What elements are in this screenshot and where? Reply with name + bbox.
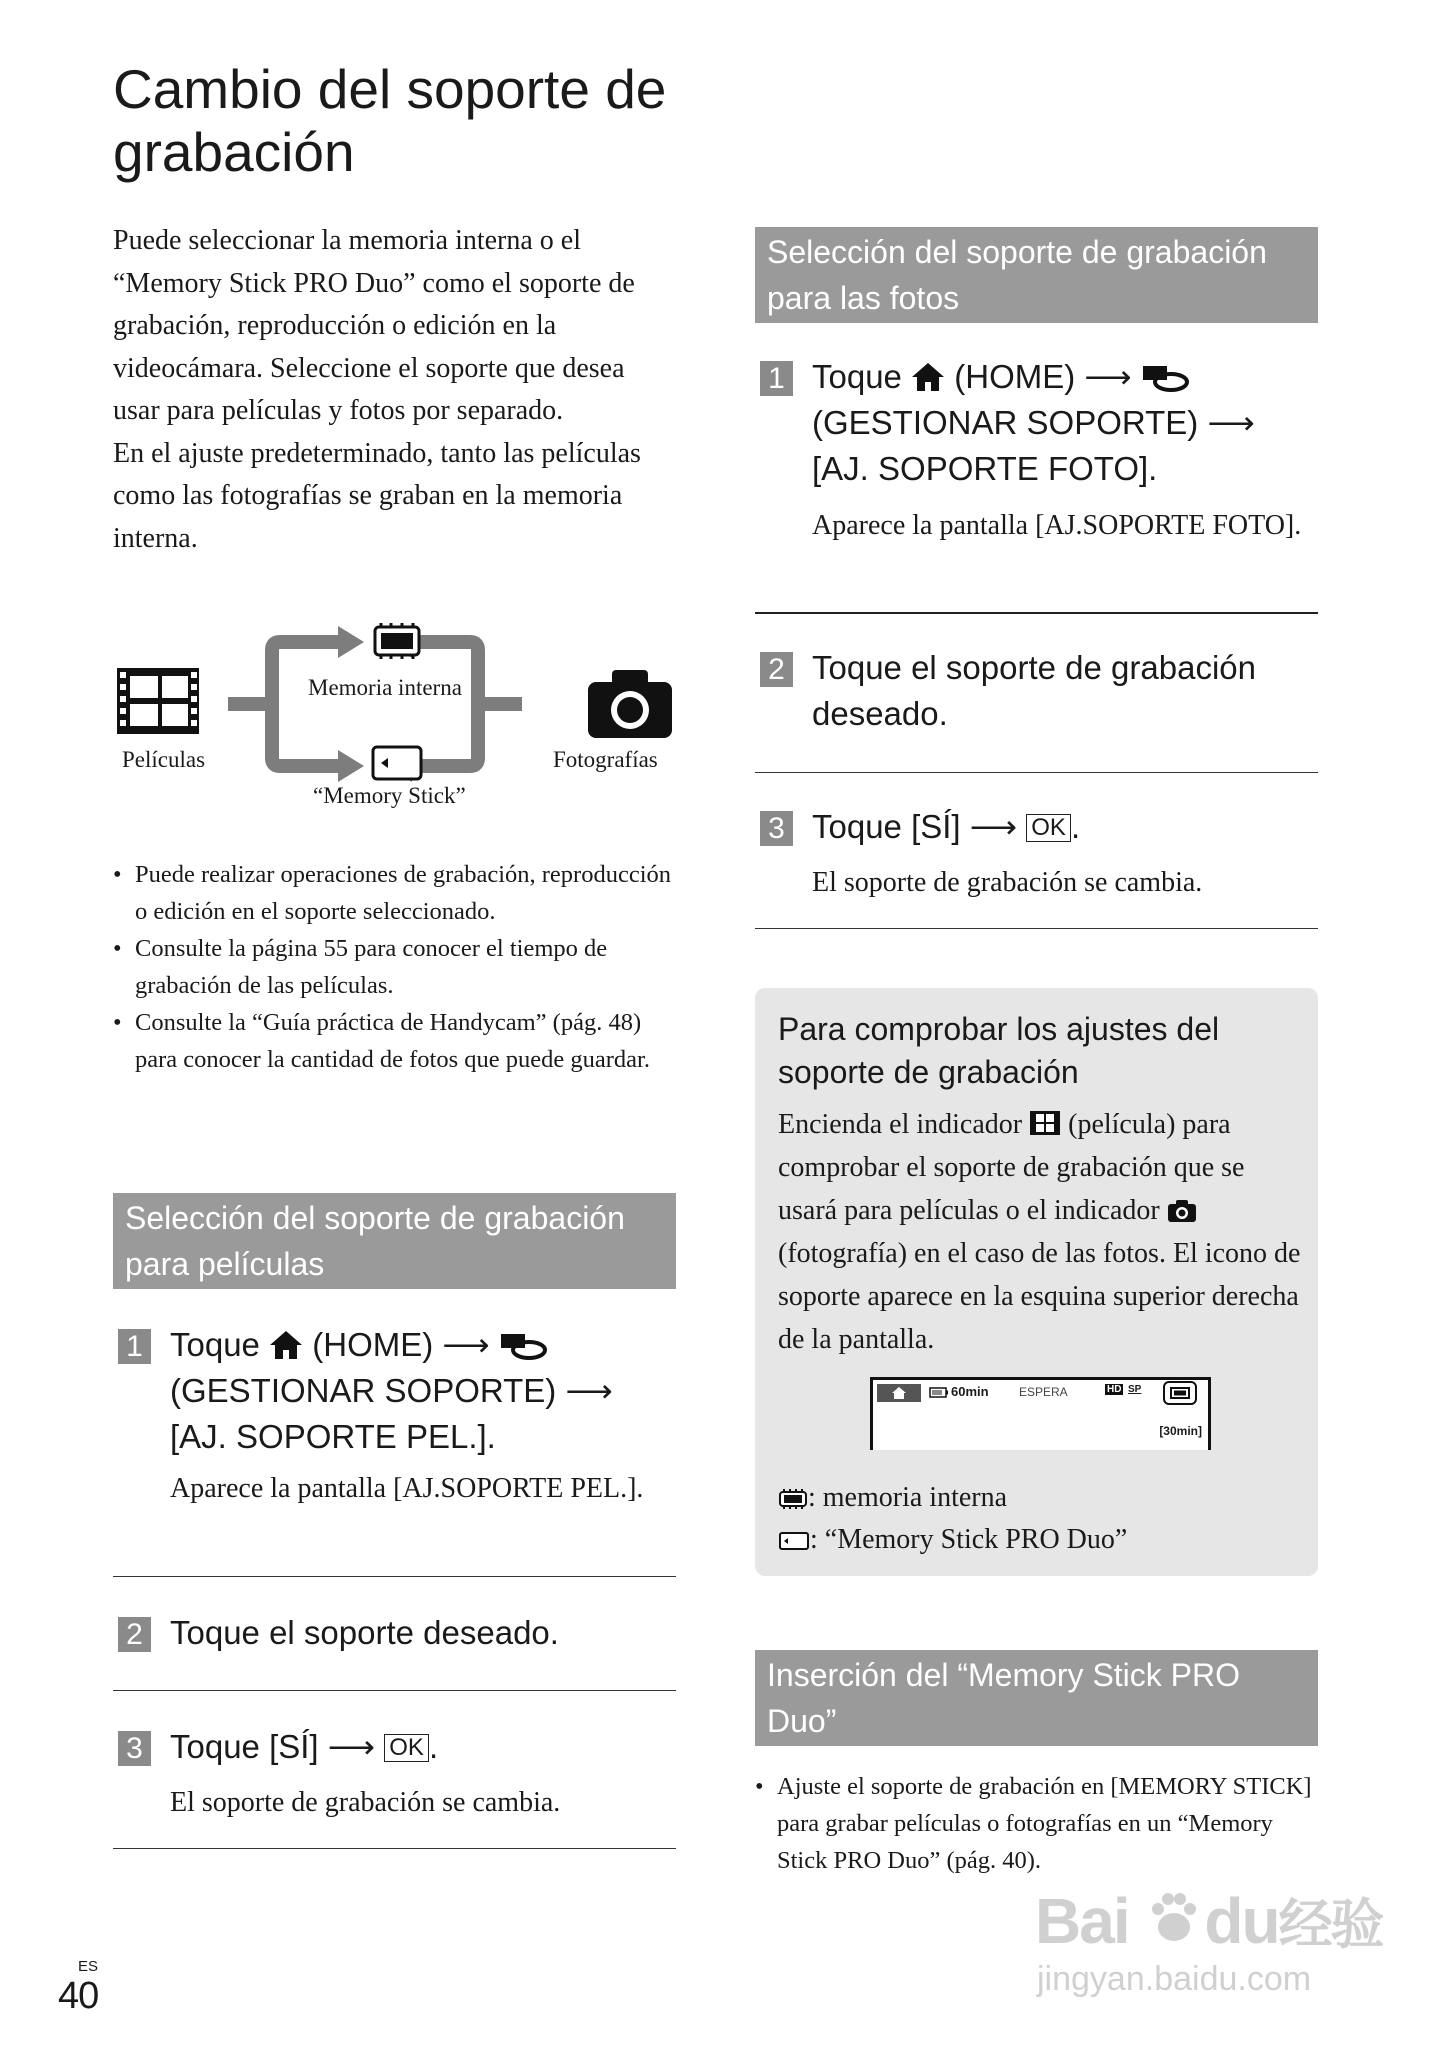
internal-memory-label: Memoria interna: [308, 675, 462, 700]
notes-list: [113, 856, 683, 1078]
divider: [755, 928, 1318, 929]
legend-text: : memoria interna: [808, 1482, 1008, 1513]
section-heading-movies: Selección del soporte de grabación para películas: [113, 1193, 676, 1289]
lcd-screen: [870, 1377, 1211, 1450]
note-text: [778, 1103, 1303, 1361]
step-number: 2: [760, 652, 793, 687]
list-item: • Consulte la “Guía práctica de Handycam” (pág. 48) para conocer la cantidad de fotos que puede guardar.: [113, 1004, 683, 1078]
insert-notes-list: [755, 1768, 1318, 1879]
intro-paragraph-1: Puede seleccionar la memoria interna o el “Memory Stick PRO Duo” como el soporte de grabación, reproducción o edición en la videocámara. Seleccione el soporte que desea usar para películas y fotos por separado.: [113, 225, 635, 426]
lcd-home-button: [877, 1384, 921, 1402]
watermark-brand: Bai: [1035, 1885, 1129, 1957]
home-icon: [911, 362, 945, 392]
step-text: [AJ. SOPORTE PEL.].: [170, 1418, 496, 1455]
page-title: Cambio del soporte de grabación: [113, 58, 667, 183]
lcd-quality-sp: SP: [1128, 1384, 1142, 1395]
page-number: 40: [58, 1975, 99, 2017]
photos-step-3: Toque [SÍ] ⟶ OK .: [812, 808, 1081, 845]
step-text: (HOME): [954, 358, 1076, 395]
divider: [113, 1848, 676, 1849]
movies-step-2: Toque el soporte deseado.: [170, 1614, 559, 1651]
movies-step-3-result: El soporte de grabación se cambia.: [170, 1787, 561, 1818]
step-number: 1: [760, 361, 793, 396]
photos-step-1-result: Aparece la pantalla [AJ.SOPORTE FOTO].: [812, 510, 1302, 541]
note-text-part: Encienda el indicador: [778, 1109, 1023, 1140]
lcd-remaining: [30min]: [1159, 1424, 1202, 1438]
list-item: • Puede realizar operaciones de grabación, reproducción o edición en el soporte seleccionado.: [113, 856, 683, 930]
section-heading-insert: Inserción del “Memory Stick PRO Duo”: [755, 1650, 1318, 1746]
step-number: 1: [118, 1329, 151, 1364]
manage-media-icon: [1141, 364, 1189, 392]
lcd-quality-hd: HD: [1107, 1384, 1122, 1395]
divider: [113, 1690, 676, 1691]
photos-step-1: [812, 354, 1312, 492]
arrow-icon: ⟶: [1084, 358, 1132, 395]
step-text: [AJ. SOPORTE FOTO].: [812, 450, 1158, 487]
watermark-brand: du: [1204, 1885, 1279, 1957]
watermark-logo: [1035, 1882, 1383, 1959]
manage-media-icon: [499, 1332, 547, 1360]
movies-step-1: [170, 1322, 670, 1460]
intro-text: [113, 220, 673, 560]
step-number: 2: [118, 1617, 151, 1652]
legend-stick: [778, 1519, 1303, 1562]
camera-icon: [1167, 1199, 1197, 1223]
intro-paragraph-2: En el ajuste predeterminado, tanto las películas como las fotografías se graban en la memoria interna.: [113, 437, 641, 554]
arrow-icon: ⟶: [442, 1326, 490, 1363]
internal-memory-icon: [778, 1488, 808, 1510]
section-heading-photos: Selección del soporte de grabación para las fotos: [755, 227, 1318, 323]
step-text: Toque [SÍ]: [812, 808, 961, 845]
legend-internal: [778, 1477, 1303, 1520]
step-text: (GESTIONAR SOPORTE): [170, 1372, 557, 1409]
media-diagram: [110, 620, 690, 820]
memory-stick-label: “Memory Stick”: [313, 783, 466, 808]
step-text: Toque: [170, 1326, 260, 1363]
legend-text: : “Memory Stick PRO Duo”: [810, 1524, 1128, 1555]
movies-step-1-result: Aparece la pantalla [AJ.SOPORTE PEL.].: [170, 1473, 644, 1504]
lcd-status: ESPERA: [1019, 1385, 1068, 1399]
divider: [113, 1576, 676, 1577]
internal-memory-icon: [375, 623, 419, 659]
ok-button-label: OK: [384, 1734, 429, 1762]
memory-stick-icon: [373, 747, 421, 779]
note-title: Para comprobar los ajustes del soporte de grabación: [778, 1011, 1220, 1090]
list-item: • Ajuste el soporte de grabación en [MEMORY STICK] para grabar películas o fotografías en un “Memory Stick PRO Duo” (pág. 40).: [755, 1768, 1318, 1879]
film-icon: [117, 668, 199, 734]
step-text: Toque [SÍ]: [170, 1728, 319, 1765]
watermark-url: jingyan.baidu.com: [1037, 1960, 1312, 1998]
home-icon: [877, 1384, 921, 1402]
movies-step-3: Toque [SÍ] ⟶ OK .: [170, 1728, 439, 1765]
photos-step-2: Toque el soporte de grabación deseado.: [812, 649, 1256, 732]
photos-step-3-result: El soporte de grabación se cambia.: [812, 867, 1203, 898]
paw-icon: [1144, 1887, 1204, 1947]
divider: [755, 772, 1318, 773]
arrow-icon: ⟶: [969, 808, 1018, 845]
arrow-icon: ⟶: [1207, 404, 1255, 441]
movies-label: Películas: [122, 747, 206, 772]
watermark-brand: 经验: [1278, 1895, 1383, 1955]
step-text: (HOME): [312, 1326, 434, 1363]
ok-button-label: OK: [1026, 814, 1071, 842]
language-code: ES: [78, 1958, 99, 1975]
film-icon: [1029, 1109, 1061, 1137]
lcd-battery-time: 60min: [951, 1384, 989, 1399]
battery-icon: [929, 1387, 949, 1398]
home-icon: [269, 1330, 303, 1360]
camera-icon: [588, 670, 672, 738]
internal-memory-icon: [1163, 1381, 1197, 1405]
step-text: Toque: [812, 358, 902, 395]
step-text: (GESTIONAR SOPORTE): [812, 404, 1199, 441]
step-number: 3: [760, 811, 793, 846]
memory-stick-icon: [778, 1530, 810, 1552]
note-text-part: (fotografía) en el caso de las fotos. El icono de soporte aparece en la esquina superior derecha de la pantalla.: [778, 1238, 1301, 1355]
note-text-part: (película) para comprobar el soporte de grabación que se usará para películas o el indicador: [778, 1109, 1245, 1226]
arrow-icon: ⟶: [327, 1728, 376, 1765]
photos-label: Fotografías: [553, 747, 658, 772]
step-number: 3: [118, 1731, 151, 1766]
arrow-icon: ⟶: [565, 1372, 613, 1409]
list-item: • Consulte la página 55 para conocer el tiempo de grabación de las películas.: [113, 930, 683, 1004]
divider: [755, 612, 1318, 614]
